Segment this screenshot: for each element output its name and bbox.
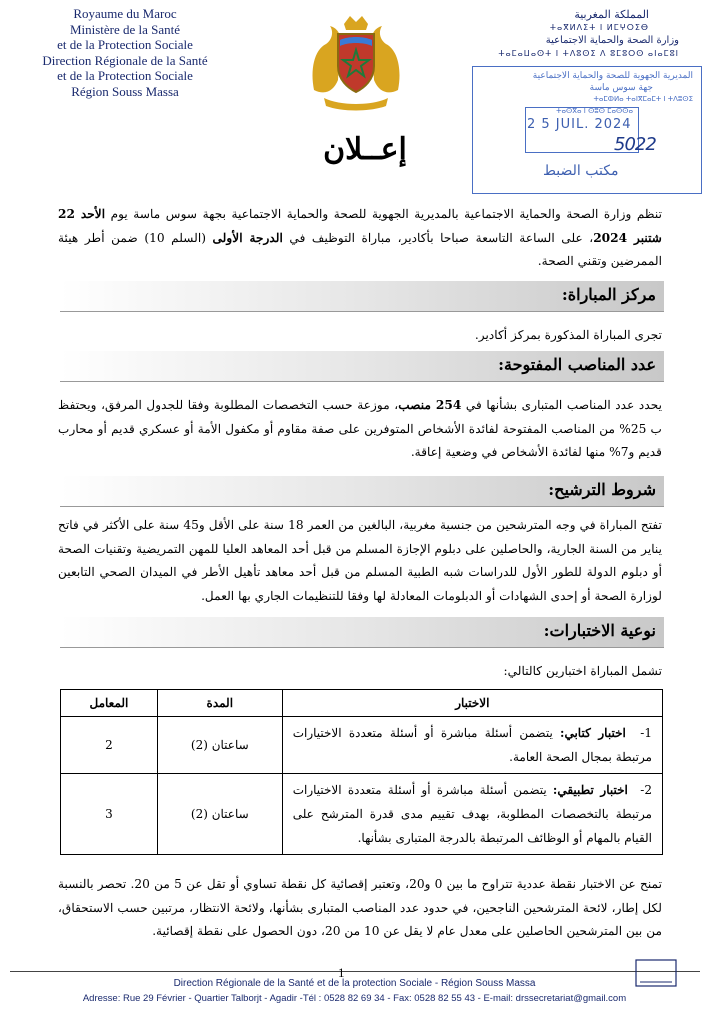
section-title: نوعية الاختبارات:: [543, 621, 656, 640]
posts-count: 254 منصب: [398, 398, 462, 412]
posts-text: ، موزعة حسب التخصصات المطلوبة وفقا للجدول المرفق، ويحتفظ ب 25% من المناصب المفتوحة لفائدة الأشخاص المتوفرين على صفة مقاوم أو مكفول الأمة أو عسكري قديم أو محارب قديم و7% منها لفائدة الأشخاص في وضعية إعاقة.: [58, 398, 662, 459]
header-fr-line: Direction Régionale de la Santé: [42, 52, 208, 68]
page-title: إعــلان: [323, 132, 407, 167]
stamp-line: جهة سوس ماسة: [589, 83, 653, 93]
header-ar-tifinagh: ⵜⴰⵎⴰⵡⴰⵙⵜ ⵏ ⵜⴷⵓⵙⵉ ⴷ ⵓⵎⵓⵔⵙ ⴰⵏⴰⵎⵓⵏ: [498, 49, 679, 58]
header-french: [20, 6, 230, 99]
header-ar-line: وزارة الصحة والحماية الاجتماعية: [545, 35, 679, 46]
table-header-row: [61, 690, 663, 717]
coat-of-arms-icon: [304, 10, 408, 114]
header-fr-line: Ministère de la Santé: [69, 21, 181, 37]
test-duration: ساعتان (2): [157, 774, 282, 855]
section-heading-conditions: [60, 476, 664, 507]
header-arabic: [479, 8, 679, 60]
section-heading-center: [60, 281, 664, 312]
test-duration: ساعتان (2): [157, 717, 282, 774]
stamp-line: ⵜⴰⵙⴳⴰ ⵏ ⵙⵓⵙ ⵎⴰⵙⵙⴰ: [556, 107, 633, 115]
section-heading-tests: [60, 617, 664, 648]
header-fr-line: Royaume du Maroc: [73, 6, 177, 21]
header-test: الاختبار: [282, 690, 662, 717]
section-title: مركز المباراة:: [561, 285, 656, 304]
header-ar-line: المملكة المغربية: [574, 8, 649, 21]
ministry-logo-icon: [634, 958, 678, 988]
intro-text: تنظم وزارة الصحة والحماية الاجتماعية بالمديرية الجهوية للصحة والحماية الاجتماعية بجهة سوس ماسة يوم: [105, 207, 662, 221]
header-coef: المعامل: [61, 690, 158, 717]
reception-stamp: [472, 66, 702, 194]
test-desc-text: يتضمن أسئلة مباشرة أو أسئلة متعددة الاختيارات مرتبطة بمجال الصحة العامة.: [292, 726, 652, 764]
header-ar-tifinagh: ⵜⴰⴳⵍⴷⵉⵜ ⵏ ⵍⵎⵖⵔⵉⴱ: [549, 23, 649, 32]
tests-table: [60, 689, 663, 855]
header-fr-line: Région Souss Massa: [71, 83, 179, 99]
section-title: شروط الترشيح:: [548, 480, 656, 499]
test-name: اختبار كتابي:: [560, 726, 626, 740]
table-row: [61, 774, 663, 855]
section-title: عدد المناصب المفتوحة:: [498, 355, 656, 374]
footer-divider: [10, 971, 700, 972]
table-row: [61, 717, 663, 774]
closing-paragraph: تمنح عن الاختبار نقطة عددية تتراوح ما بين 0 و20، وتعتبر إقصائية كل نقطة تساوي أو تقل عن 5 من 20. تحصر بالنسبة لكل إطار، لائحة المترشحين الناجحين، في حدود عدد المناصب المتبارى بشأنها، ولائحة الانتظار، مرتبين حسب الاستحقاق، من بين المترشحين الحاصلين على معدل عام لا يقل عن 10 من 20، دون الحصول على نقطة إقصائية.: [58, 877, 662, 938]
conditions-text: تفتح المباراة في وجه المترشحين من جنسية مغربية، البالغين من العمر 18 سنة على الأقل و45 سنة على الأكثر في فاتح يناير من السنة الجارية، والحاصلين على دبلوم الإجازة المسلم من قبل أحد المعاهد العليا للمهن التمريضية وتقنيات الصحة أو دبلوم الدولة للطور الأول للدراسات شبه الطبية المسلم من قبل أحد معاهد تأهيل الأطر في الميدان الصحي التابعين لوزارة الصحة أو إحدى الشهادات أو الدبلومات المعادلة لها وفقا للتنظيمات الجاري بها العمل.: [58, 518, 662, 603]
footer-line-2: Adresse: Rue 29 Février - Quartier Talborjt - Agadir -Tél : 0528 82 69 34 - Fax: 0528 82 55 43 - E-mail: drssecretariat@gmail.com: [82, 993, 627, 1004]
test-name: اختبار تطبيقي:: [552, 783, 628, 797]
intro-text: ، على الساعة التاسعة صباحا بأكادير، مباراة التوظيف في: [282, 230, 594, 245]
intro-date: الأحد 22 شتنبر 2024: [58, 207, 662, 245]
posts-paragraph: [58, 394, 662, 465]
stamp-handwritten-number: 5022: [614, 134, 656, 155]
tests-intro: تشمل المباراة اختبارين كالتالي:: [503, 664, 662, 678]
intro-paragraph: [58, 203, 662, 274]
header-duration: المدة: [157, 690, 282, 717]
test-number: 1-: [640, 726, 652, 740]
intro-grade: الدرجة الأولى: [212, 230, 283, 245]
stamp-line: المديرية الجهوية للصحة والحماية الاجتماعية: [532, 71, 693, 81]
test-coef: 2: [61, 717, 158, 774]
test-description: [282, 717, 662, 774]
center-text: تجرى المباراة المذكورة بمركز أكادير.: [474, 328, 662, 342]
stamp-bureau: مكتب الضبط: [543, 163, 619, 179]
intro-text: (السلم 10) ضمن أطر هيئة الممرضين وتقني الصحة.: [58, 230, 662, 268]
section-heading-posts: [60, 351, 664, 382]
header-fr-line: et de la Protection Sociale: [57, 68, 193, 83]
test-desc-text: يتضمن أسئلة مباشرة أو أسئلة متعددة الاختيارات مرتبطة بالتخصصات المطلوبة، بهدف تقييم مدى قدرة المترشح على القيام بالمهام أو الوظائف المرتبطة بالدرجة المتبارى بشأنها.: [292, 783, 652, 845]
test-number: 2-: [640, 783, 652, 797]
test-description: [282, 774, 662, 855]
page-number: 1: [338, 965, 345, 980]
stamp-line: ⵜⴰⵎⵀⵍⴰ ⵜⴰⵏⴳⵎⴰⵎⵜ ⵏ ⵜⴷⵓⵙⵉ: [593, 95, 693, 103]
footer-line-1: Direction Régionale de la Santé et de la protection Sociale - Région Souss Massa: [173, 978, 536, 989]
header-fr-line: et de la Protection Sociale: [57, 37, 193, 52]
stamp-date: 2 5 JUIL. 2024: [527, 117, 632, 132]
test-coef: 3: [61, 774, 158, 855]
posts-text: يحدد عدد المناصب المتبارى بشأنها في: [461, 398, 662, 412]
